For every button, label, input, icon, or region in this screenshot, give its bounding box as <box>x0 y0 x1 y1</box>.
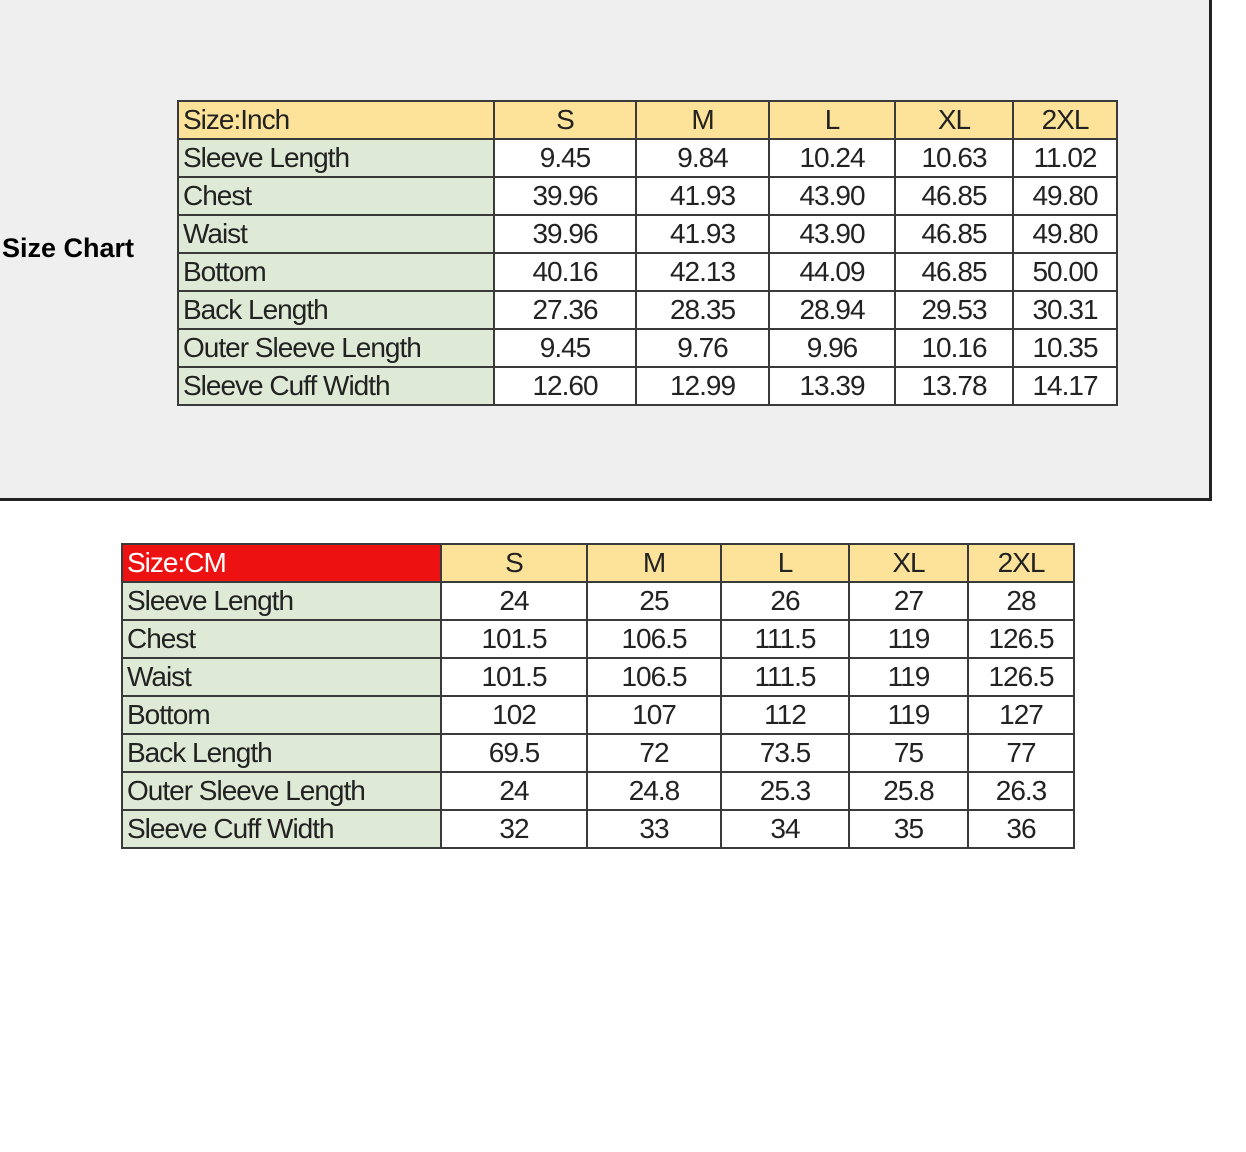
table-row <box>122 582 1074 620</box>
measurement-cell: 72 <box>587 734 721 772</box>
cm-size-table <box>121 543 1075 849</box>
measurement-cell: 11.02 <box>1013 139 1117 177</box>
size-header: XL <box>895 101 1013 139</box>
table-row <box>178 139 1117 177</box>
measurement-cell: 26.3 <box>968 772 1074 810</box>
table-row <box>122 696 1074 734</box>
measurement-cell: 13.39 <box>769 367 895 405</box>
row-label: Bottom <box>178 253 494 291</box>
measurement-cell: 111.5 <box>721 620 849 658</box>
measurement-cell: 14.17 <box>1013 367 1117 405</box>
table-row <box>122 810 1074 848</box>
measurement-cell: 40.16 <box>494 253 636 291</box>
table-row <box>178 291 1117 329</box>
table-row <box>178 367 1117 405</box>
table-header-row <box>178 101 1117 139</box>
header-label: Size:CM <box>122 544 441 582</box>
measurement-cell: 73.5 <box>721 734 849 772</box>
measurement-cell: 24.8 <box>587 772 721 810</box>
table-row <box>178 177 1117 215</box>
measurement-cell: 49.80 <box>1013 215 1117 253</box>
measurement-cell: 13.78 <box>895 367 1013 405</box>
measurement-cell: 9.45 <box>494 329 636 367</box>
measurement-cell: 102 <box>441 696 587 734</box>
row-label: Chest <box>122 620 441 658</box>
table-row <box>122 658 1074 696</box>
measurement-cell: 107 <box>587 696 721 734</box>
table-row <box>122 772 1074 810</box>
size-header: M <box>636 101 769 139</box>
measurement-cell: 35 <box>849 810 968 848</box>
measurement-cell: 106.5 <box>587 658 721 696</box>
measurement-cell: 112 <box>721 696 849 734</box>
measurement-cell: 101.5 <box>441 658 587 696</box>
measurement-cell: 41.93 <box>636 215 769 253</box>
measurement-cell: 28.35 <box>636 291 769 329</box>
row-label: Waist <box>122 658 441 696</box>
size-header: 2XL <box>1013 101 1117 139</box>
measurement-cell: 9.96 <box>769 329 895 367</box>
measurement-cell: 106.5 <box>587 620 721 658</box>
measurement-cell: 126.5 <box>968 620 1074 658</box>
measurement-cell: 27 <box>849 582 968 620</box>
size-header: L <box>769 101 895 139</box>
row-label: Outer Sleeve Length <box>178 329 494 367</box>
measurement-cell: 29.53 <box>895 291 1013 329</box>
row-label: Bottom <box>122 696 441 734</box>
measurement-cell: 27.36 <box>494 291 636 329</box>
size-header: XL <box>849 544 968 582</box>
measurement-cell: 24 <box>441 772 587 810</box>
measurement-cell: 9.76 <box>636 329 769 367</box>
row-label: Outer Sleeve Length <box>122 772 441 810</box>
measurement-cell: 32 <box>441 810 587 848</box>
measurement-cell: 25 <box>587 582 721 620</box>
measurement-cell: 28 <box>968 582 1074 620</box>
measurement-cell: 46.85 <box>895 253 1013 291</box>
measurement-cell: 12.99 <box>636 367 769 405</box>
inch-size-table <box>177 100 1118 406</box>
measurement-cell: 43.90 <box>769 215 895 253</box>
row-label: Back Length <box>178 291 494 329</box>
measurement-cell: 119 <box>849 696 968 734</box>
measurement-cell: 127 <box>968 696 1074 734</box>
measurement-cell: 126.5 <box>968 658 1074 696</box>
measurement-cell: 75 <box>849 734 968 772</box>
measurement-cell: 44.09 <box>769 253 895 291</box>
measurement-cell: 9.84 <box>636 139 769 177</box>
measurement-cell: 39.96 <box>494 215 636 253</box>
measurement-cell: 41.93 <box>636 177 769 215</box>
measurement-cell: 26 <box>721 582 849 620</box>
row-label: Sleeve Length <box>122 582 441 620</box>
size-header: 2XL <box>968 544 1074 582</box>
row-label: Back Length <box>122 734 441 772</box>
size-header: S <box>494 101 636 139</box>
measurement-cell: 101.5 <box>441 620 587 658</box>
measurement-cell: 10.24 <box>769 139 895 177</box>
measurement-cell: 34 <box>721 810 849 848</box>
measurement-cell: 39.96 <box>494 177 636 215</box>
measurement-cell: 49.80 <box>1013 177 1117 215</box>
measurement-cell: 43.90 <box>769 177 895 215</box>
measurement-cell: 46.85 <box>895 215 1013 253</box>
measurement-cell: 50.00 <box>1013 253 1117 291</box>
measurement-cell: 111.5 <box>721 658 849 696</box>
row-label: Sleeve Cuff Width <box>178 367 494 405</box>
table-row <box>122 734 1074 772</box>
measurement-cell: 10.16 <box>895 329 1013 367</box>
measurement-cell: 10.63 <box>895 139 1013 177</box>
measurement-cell: 25.3 <box>721 772 849 810</box>
table-row <box>178 253 1117 291</box>
row-label: Waist <box>178 215 494 253</box>
measurement-cell: 9.45 <box>494 139 636 177</box>
header-label: Size:Inch <box>178 101 494 139</box>
table-header-row <box>122 544 1074 582</box>
measurement-cell: 12.60 <box>494 367 636 405</box>
measurement-cell: 28.94 <box>769 291 895 329</box>
size-header: L <box>721 544 849 582</box>
table-row <box>122 620 1074 658</box>
measurement-cell: 33 <box>587 810 721 848</box>
measurement-cell: 119 <box>849 658 968 696</box>
size-header: S <box>441 544 587 582</box>
measurement-cell: 24 <box>441 582 587 620</box>
row-label: Sleeve Cuff Width <box>122 810 441 848</box>
measurement-cell: 69.5 <box>441 734 587 772</box>
size-chart-title: Size Chart <box>2 233 135 263</box>
measurement-cell: 77 <box>968 734 1074 772</box>
table-row <box>178 215 1117 253</box>
measurement-cell: 25.8 <box>849 772 968 810</box>
measurement-cell: 119 <box>849 620 968 658</box>
measurement-cell: 42.13 <box>636 253 769 291</box>
size-header: M <box>587 544 721 582</box>
table-row <box>178 329 1117 367</box>
row-label: Sleeve Length <box>178 139 494 177</box>
row-label: Chest <box>178 177 494 215</box>
measurement-cell: 36 <box>968 810 1074 848</box>
measurement-cell: 10.35 <box>1013 329 1117 367</box>
measurement-cell: 46.85 <box>895 177 1013 215</box>
measurement-cell: 30.31 <box>1013 291 1117 329</box>
